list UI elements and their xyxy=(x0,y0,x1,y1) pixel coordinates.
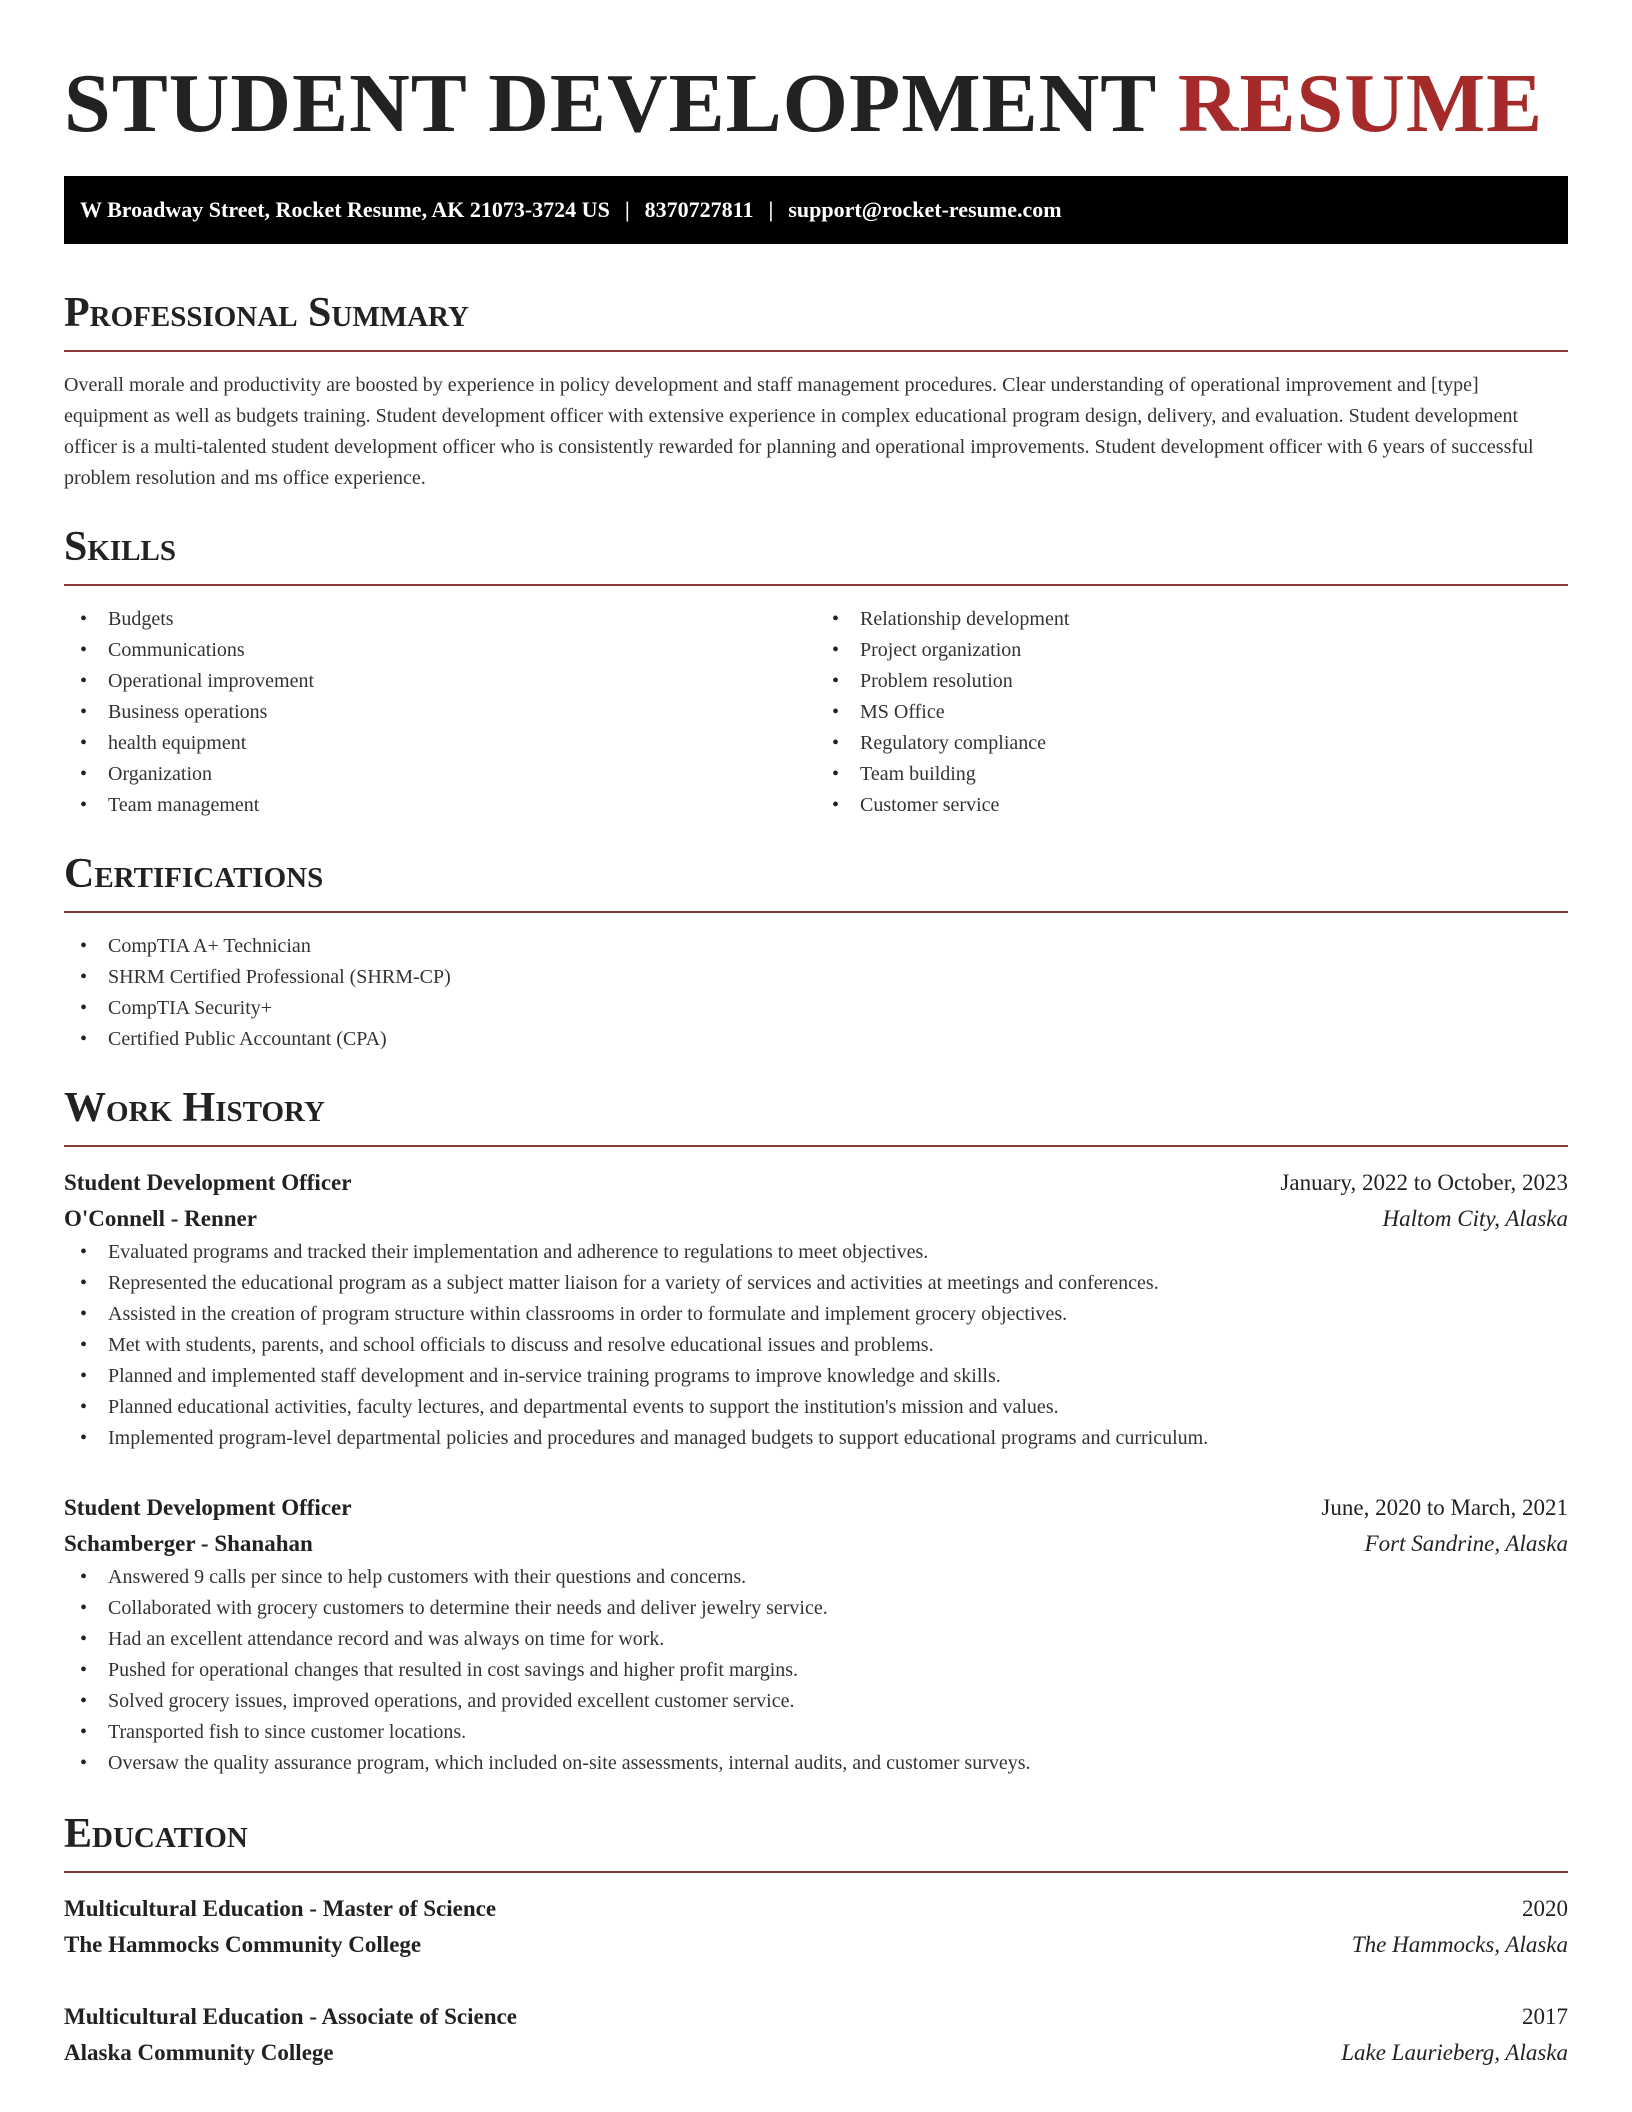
job-bullet: • Evaluated programs and tracked their implementation and adherence to regulations to meet objectives. xyxy=(64,1237,1568,1268)
job-header-row xyxy=(64,1165,1568,1201)
job-bullet: • Represented the educational program as a subject matter liaison for a variety of services and activities at meetings and conferences. xyxy=(64,1268,1568,1299)
job-bullet: • Pushed for operational changes that resulted in cost savings and higher profit margins. xyxy=(64,1655,1568,1686)
education-year: 2017 xyxy=(1522,2004,1568,2029)
skills-left-list xyxy=(64,604,816,821)
job-bullet: • Assisted in the creation of program structure within classrooms in order to formulate and implement grocery objectives. xyxy=(64,1299,1568,1330)
skill-item: • Operational improvement xyxy=(64,666,816,697)
education-school: The Hammocks Community College xyxy=(64,1932,422,1957)
skill-item: • MS Office xyxy=(816,697,1568,728)
skill-item: • Business operations xyxy=(64,697,816,728)
skill-item: • Customer service xyxy=(816,790,1568,821)
education-school-row xyxy=(64,2035,1568,2071)
certification-item: • CompTIA Security+ xyxy=(64,993,1568,1024)
education-location: Lake Laurieberg, Alaska xyxy=(1341,2040,1568,2065)
job-header-row xyxy=(64,1490,1568,1526)
job-bullet: • Answered 9 calls per since to help customers with their questions and concerns. xyxy=(64,1562,1568,1593)
skills-grid xyxy=(64,604,1568,821)
education-heading: Education xyxy=(64,1811,248,1857)
job-title: Student Development Officer xyxy=(64,1495,352,1520)
contact-bar xyxy=(64,176,1568,244)
job-company-row xyxy=(64,1201,1568,1237)
skill-item: • Regulatory compliance xyxy=(816,728,1568,759)
job-bullets xyxy=(64,1562,1568,1779)
section-divider xyxy=(64,1145,1568,1147)
job-bullet: • Planned and implemented staff development and in-service training programs to improve knowledge and skills. xyxy=(64,1361,1568,1392)
job-company-row xyxy=(64,1526,1568,1562)
education-section xyxy=(64,1809,1568,2071)
job-company: O'Connell - Renner xyxy=(64,1206,257,1231)
skills-heading: Skills xyxy=(64,524,177,570)
job-location: Fort Sandrine, Alaska xyxy=(1364,1531,1568,1556)
contact-email: support@rocket-resume.com xyxy=(788,197,1062,222)
skill-item: • health equipment xyxy=(64,728,816,759)
summary-text: Overall morale and productivity are boosted by experience in policy development and staff management procedures. Clear understanding of operational improvement and [type] equipment as well as budgets training. Student development officer with extensive experience in complex educational program design, delivery, and evaluation. Student development officer is a multi-talented student development officer who is consistently rewarded for planning and operational improvements. Student development officer with 6 years of successful problem resolution and ms office experience. xyxy=(64,374,1534,489)
job-bullet: • Implemented program-level departmental policies and procedures and managed budgets to support educational programs and curriculum. xyxy=(64,1423,1568,1454)
skill-item: • Problem resolution xyxy=(816,666,1568,697)
contact-separator: | xyxy=(624,197,630,222)
education-degree-row xyxy=(64,1891,1568,1927)
skill-item: • Team building xyxy=(816,759,1568,790)
job-company: Schamberger - Shanahan xyxy=(64,1531,313,1556)
job-bullets xyxy=(64,1237,1568,1454)
certifications-section xyxy=(64,849,1568,1055)
education-year: 2020 xyxy=(1522,1896,1568,1921)
certification-item: • SHRM Certified Professional (SHRM-CP) xyxy=(64,962,1568,993)
certification-item: • Certified Public Accountant (CPA) xyxy=(64,1024,1568,1055)
education-school: Alaska Community College xyxy=(64,2040,334,2065)
resume-title xyxy=(64,56,1568,152)
education-degree-row xyxy=(64,1999,1568,2035)
job-location: Haltom City, Alaska xyxy=(1382,1206,1568,1231)
skills-section xyxy=(64,522,1568,821)
skill-item: • Team management xyxy=(64,790,816,821)
certifications-list xyxy=(64,931,1568,1055)
certification-item: • CompTIA A+ Technician xyxy=(64,931,1568,962)
job-bullet: • Had an excellent attendance record and was always on time for work. xyxy=(64,1624,1568,1655)
job-bullet: • Collaborated with grocery customers to determine their needs and deliver jewelry service. xyxy=(64,1593,1568,1624)
certifications-heading: Certifications xyxy=(64,851,324,897)
job-dates: January, 2022 to October, 2023 xyxy=(1280,1170,1568,1195)
skills-right-list xyxy=(816,604,1568,821)
contact-address: W Broadway Street, Rocket Resume, AK 21073-3724 US xyxy=(80,197,610,222)
section-divider xyxy=(64,584,1568,586)
skill-item: • Organization xyxy=(64,759,816,790)
skill-item: • Communications xyxy=(64,635,816,666)
job-bullet: • Met with students, parents, and school officials to discuss and resolve educational issues and problems. xyxy=(64,1330,1568,1361)
education-degree: Multicultural Education - Master of Science xyxy=(64,1896,497,1921)
summary-heading: Professional Summary xyxy=(64,290,469,336)
section-divider xyxy=(64,911,1568,913)
job-bullet: • Solved grocery issues, improved operations, and provided excellent customer service. xyxy=(64,1686,1568,1717)
job-entry xyxy=(64,1490,1568,1779)
title-main: STUDENT DEVELOPMENT xyxy=(64,57,1156,150)
section-divider xyxy=(64,350,1568,352)
education-degree: Multicultural Education - Associate of Science xyxy=(64,2004,517,2029)
job-bullet: • Planned educational activities, faculty lectures, and departmental events to support the institution's mission and values. xyxy=(64,1392,1568,1423)
contact-phone: 8370727811 xyxy=(644,197,754,222)
skill-item: • Relationship development xyxy=(816,604,1568,635)
contact-separator: | xyxy=(768,197,774,222)
job-bullet: • Transported fish to since customer locations. xyxy=(64,1717,1568,1748)
education-entry xyxy=(64,1999,1568,2071)
job-dates: June, 2020 to March, 2021 xyxy=(1321,1495,1568,1520)
work-heading: Work History xyxy=(64,1085,325,1131)
summary-section xyxy=(64,288,1568,494)
skill-item: • Project organization xyxy=(816,635,1568,666)
education-location: The Hammocks, Alaska xyxy=(1351,1932,1568,1957)
skill-item: • Budgets xyxy=(64,604,816,635)
job-title: Student Development Officer xyxy=(64,1170,352,1195)
job-entry xyxy=(64,1165,1568,1454)
section-divider xyxy=(64,1871,1568,1873)
education-school-row xyxy=(64,1927,1568,1963)
job-bullet: • Oversaw the quality assurance program, which included on-site assessments, internal audits, and customer surveys. xyxy=(64,1748,1568,1779)
education-entry xyxy=(64,1891,1568,1963)
work-section xyxy=(64,1083,1568,1779)
title-accent: RESUME xyxy=(1177,57,1544,150)
